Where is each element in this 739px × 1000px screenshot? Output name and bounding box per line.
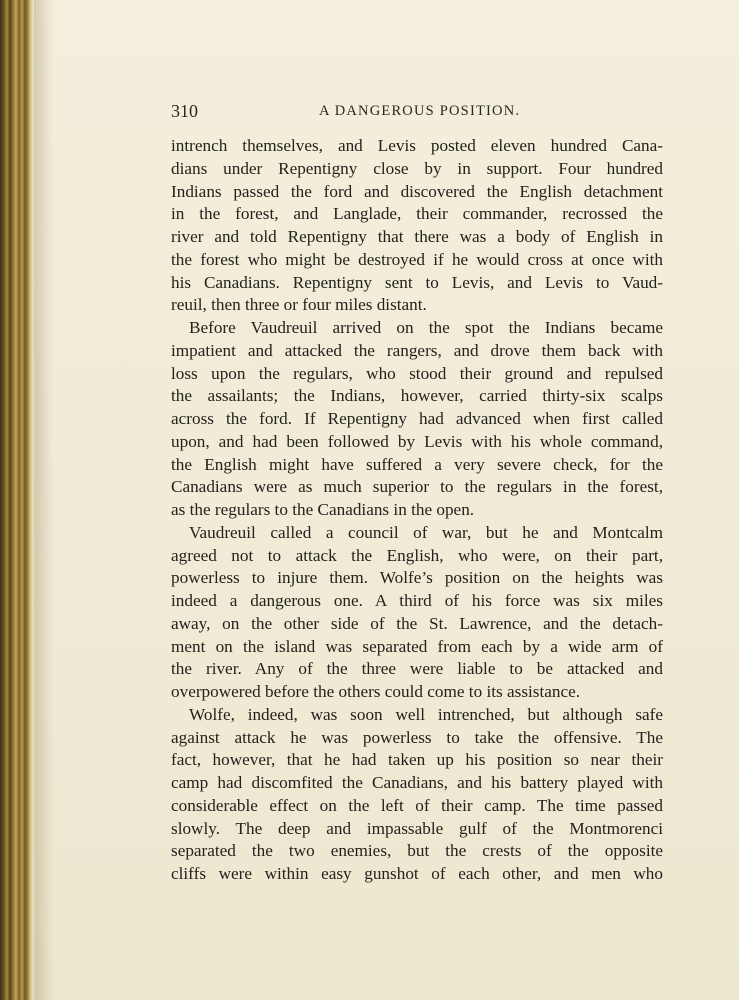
- text-line: agreed not to attack the English, who were, on their part,: [171, 545, 663, 565]
- running-title: A DANGEROUS POSITION.: [319, 103, 521, 119]
- text-line: the assailants; the Indians, however, carried thirty-six scalps: [171, 386, 663, 406]
- text-line: upon, and had been followed by Levis with his whole command,: [171, 431, 663, 451]
- text-line: powerless to injure them. Wolfe’s position on the heights was: [171, 568, 663, 588]
- text-line: reuil, then three or four miles distant.: [171, 295, 427, 315]
- text-line: loss upon the regulars, who stood their ground and repulsed: [171, 363, 663, 383]
- paragraph: [171, 704, 663, 886]
- page-body-text: [171, 135, 663, 886]
- text-line: intrench themselves, and Levis posted eleven hundred Cana-: [171, 136, 663, 155]
- paragraph: [171, 135, 663, 317]
- page-number: 310: [171, 101, 198, 121]
- text-line: the English might have suffered a very severe check, for the: [171, 454, 663, 474]
- text-line: cliffs were within easy gunshot of each other, and men who: [171, 864, 663, 883]
- text-line: ment on the island was separated from each by a wide arm of: [171, 636, 663, 656]
- text-line: river and told Repentigny that there was a body of English in: [171, 227, 663, 246]
- text-line: the forest who might be destroyed if he would cross at once with: [171, 249, 663, 269]
- text-line: in the forest, and Langlade, their commander, recrossed the: [171, 204, 663, 224]
- text-line: indeed a dangerous one. A third of his force was six miles: [171, 591, 663, 610]
- text-line: across the ford. If Repentigny had advanced when first called: [171, 409, 663, 428]
- page-header: [171, 101, 661, 123]
- text-line: Wolfe, indeed, was soon well intrenched, but although safe: [189, 704, 663, 724]
- text-line: dians under Repentigny close by in support. Four hundred: [171, 158, 663, 178]
- text-line: against attack he was powerless to take the offensive. The: [171, 727, 663, 747]
- paragraph: [171, 317, 663, 522]
- text-line: as the regulars to the Canadians in the open.: [171, 500, 475, 519]
- text-line: Before Vaudreuil arrived on the spot the Indians became: [189, 318, 663, 337]
- text-line: Vaudreuil called a council of war, but he and Montcalm: [189, 522, 663, 542]
- paragraph: [171, 522, 663, 704]
- text-line: his Canadians. Repentigny sent to Levis, and Levis to Vaud-: [171, 272, 663, 292]
- text-line: Canadians were as much superior to the regulars in the forest,: [171, 477, 663, 497]
- text-line: impatient and attacked the rangers, and drove them back with: [171, 340, 663, 360]
- text-line: overpowered before the others could come to its assistance.: [171, 682, 581, 701]
- book-binding: [0, 0, 34, 1000]
- text-line: the river. Any of the three were liable to be attacked and: [171, 659, 663, 679]
- text-line: slowly. The deep and impassable gulf of the Montmorenci: [171, 818, 663, 838]
- text-line: away, on the other side of the St. Lawrence, and the detach-: [171, 613, 663, 633]
- text-line: fact, however, that he had taken up his position so near their: [171, 750, 663, 770]
- text-line: considerable effect on the left of their camp. The time passed: [171, 795, 663, 815]
- text-line: Indians passed the ford and discovered the English detachment: [171, 181, 663, 201]
- text-line: separated the two enemies, but the crests of the opposite: [171, 841, 663, 861]
- page-gutter-shadow: [34, 0, 54, 1000]
- text-line: camp had discomfited the Canadians, and his battery played with: [171, 773, 663, 792]
